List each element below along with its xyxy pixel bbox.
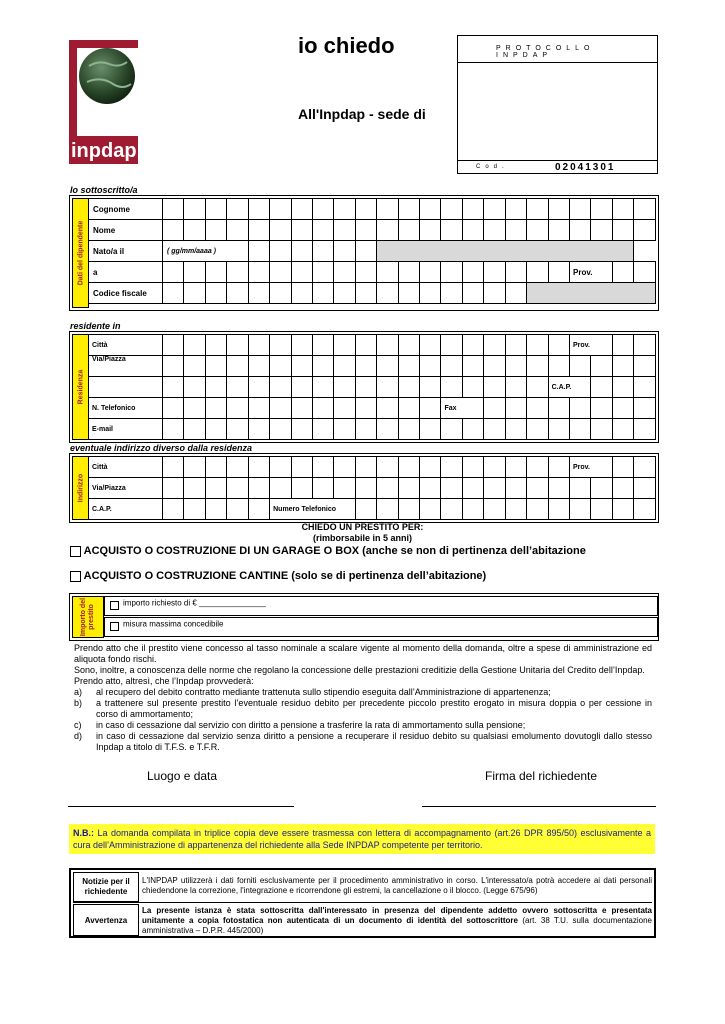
input-cell[interactable]	[163, 199, 184, 220]
citta-label: Città	[89, 335, 163, 356]
misura-massima-row[interactable]	[104, 617, 658, 637]
nome-label: Nome	[89, 220, 163, 241]
firma-label: Firma del richiedente	[485, 769, 598, 783]
request-line1: CHIEDO UN PRESTITO PER:	[301, 522, 424, 532]
nato-label: Nato/a il	[89, 241, 163, 262]
cod-label: Cod.	[476, 164, 509, 170]
section1-heading: Io sottoscritto/a	[70, 185, 138, 195]
cap-label: C.A.P.	[548, 377, 591, 398]
page-title: io chiedo	[298, 33, 395, 58]
cantine-label: ACQUISTO O COSTRUZIONE CANTINE (solo se di pertinenza dell’abitazione)	[83, 570, 487, 582]
globe-icon	[79, 42, 135, 112]
citta-label: Città	[89, 457, 163, 478]
birth-date-field[interactable]: ( gg/mm/aaaa )	[163, 241, 249, 262]
section2-heading: residente in	[70, 321, 121, 331]
protocol-label: PROTOCOLLO INPDAP	[496, 45, 595, 59]
residence-table	[88, 334, 656, 440]
misura-label: misura massima concedibile	[123, 619, 224, 629]
prov-label: Prov.	[570, 262, 613, 283]
cantine-checkbox[interactable]	[70, 571, 81, 582]
table-row	[89, 283, 656, 304]
option-cantine[interactable]	[70, 570, 486, 582]
request-heading	[0, 522, 725, 544]
cod-value: 02041301	[555, 162, 616, 173]
avvertenza-label-cell: Avvertenza	[73, 904, 139, 936]
table-row	[89, 398, 656, 419]
table-row	[89, 220, 656, 241]
section3-side-label: Indirizzo	[72, 456, 89, 520]
table-row	[89, 478, 656, 499]
numero-telefonico-label: Numero Telefonico	[270, 499, 356, 520]
telefono-label: N. Telefonico	[89, 398, 163, 419]
employee-data-table	[88, 198, 656, 304]
prov-label: Prov.	[570, 335, 613, 356]
garage-label: ACQUISTO O COSTRUZIONE DI UN GARAGE O BOX (anche se non di pertinenza dell’abitazione	[83, 545, 586, 557]
notizie-text: L'INPDAP utilizzerà i dati forniti esclusivamente per il procedimento amministrativo in corso. L'interessato/a potrà accedere ai dati personali chiedendone la correzione, l'integrazione e ricorrendone gli estremi, la cancellazione o il blocco. (Legge 675/96)	[142, 876, 652, 895]
protocol-box[interactable]	[457, 35, 658, 174]
misura-checkbox[interactable]	[110, 622, 119, 631]
terms-p1: Prendo atto che il prestito viene concesso al tasso nominale a scalare vigente al momento della domanda, oltre a spese di amministrazione ed aliquota fondo rischi.	[74, 643, 652, 664]
cognome-label: Cognome	[89, 199, 163, 220]
importo-checkbox[interactable]	[110, 601, 119, 610]
section2-side-label: Residenza	[72, 334, 89, 440]
codice-fiscale-label: Codice fiscale	[89, 283, 163, 304]
terms-text	[74, 643, 652, 753]
table-row	[89, 457, 656, 478]
list-item: d) in caso di cessazione dal servizio senza diritto a pensione a recuperare il residuo debito su qualsiasi emolumento dovutogli dallo stesso Inpdap a titolo di T.F.S. e T.F.R.	[74, 731, 652, 752]
table-row	[89, 499, 656, 520]
via-label: Via/Piazza	[89, 356, 163, 377]
table-row	[89, 377, 656, 398]
via-label: Via/Piazza	[89, 478, 163, 499]
notizie-label-cell: Notizie per il richiedente	[73, 872, 139, 902]
importo-label: importo richiesto di € _______________	[123, 598, 266, 608]
nb-body: La domanda compilata in triplice copia deve essere trasmessa con lettera di accompagnamento (art.26 DPR 895/50) esclusivamente a cura dell’Amministrazione di appartenenza del richiedente alla Sede INPDAP competente per territorio.	[73, 828, 651, 850]
list-item: b) a trattenere sul presente prestito l’eventuale residuo debito per precedente piccolo prestito erogato in misura doppia o per cessione in corso di ammortamento;	[74, 698, 652, 719]
fax-label: Fax	[441, 398, 484, 419]
importo-richiesto-row[interactable]	[104, 596, 658, 616]
nb-text	[73, 827, 651, 851]
avvertenza-text: La presente istanza è stata sottoscritta dall'interessato in presenza del dipendente addetto ovvero sottoscritta e presentata unitamente a copia fotostatica non autenticata di un documento di identità del sottoscrittore (art. 38 T.U. sulla documentazione amministrativa – D.P.R. 445/2000)	[142, 906, 652, 935]
table-row	[89, 335, 656, 356]
request-line2: (rimborsabile in 5 anni)	[312, 533, 413, 543]
logo-text: inpdap	[71, 140, 137, 162]
luogo-data-line[interactable]	[68, 806, 294, 807]
terms-p2: Sono, inoltre, a conoscenza delle norme che regolano la concessione delle prestazioni creditizie della Gestione Unitaria del Credito dell’Inpdap.	[74, 665, 645, 675]
recipient-label: All'Inpdap - sede di	[298, 106, 426, 122]
table-row	[89, 356, 656, 377]
firma-line[interactable]	[422, 806, 656, 807]
email-label: E-mail	[89, 419, 163, 440]
prov-label: Prov.	[570, 457, 613, 478]
cap-label: C.A.P.	[89, 499, 163, 520]
inpdap-logo	[69, 40, 138, 164]
luogo-data-label: Luogo e data	[147, 769, 218, 783]
garage-checkbox[interactable]	[70, 546, 81, 557]
terms-p3: Prendo atto, altresì, che l’Inpdap provvederà:	[74, 676, 254, 686]
list-item: c) in caso di cessazione dal servizio con diritto a pensione a trasferire la rata di ammortamento sulla pensione;	[74, 720, 526, 730]
table-row	[89, 262, 656, 283]
table-row	[89, 241, 656, 262]
nb-label: N.B.:	[73, 828, 94, 838]
section3-heading: eventuale indirizzo diverso dalla residenza	[70, 443, 253, 453]
option-garage[interactable]	[70, 545, 586, 557]
section1-side-label: Dati del dipendente	[72, 198, 89, 308]
list-item: a) al recupero del debito contratto mediante trattenuta sullo stipendio eseguita dall’Amministrazione di appartenenza;	[74, 687, 551, 697]
alt-address-table	[88, 456, 656, 520]
a-label: a	[89, 262, 163, 283]
table-row	[89, 199, 656, 220]
importo-side-label: Importo del prestito	[72, 596, 104, 638]
table-row	[89, 419, 656, 440]
